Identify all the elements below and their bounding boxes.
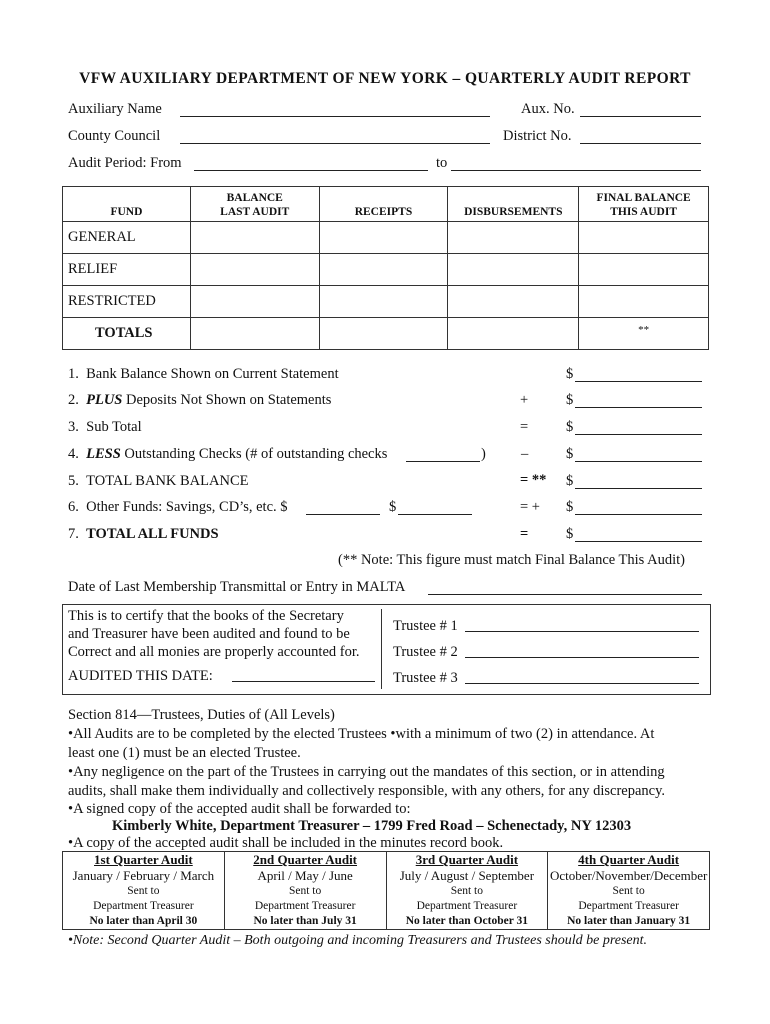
op-plus: + xyxy=(520,392,529,408)
line-number: 3. xyxy=(68,419,79,435)
line-text: Other Funds: Savings, CD’s, etc. $ xyxy=(86,499,288,515)
table-cell[interactable] xyxy=(448,318,579,350)
line-text: TOTAL ALL FUNDS xyxy=(86,526,219,542)
table-cell[interactable] xyxy=(448,222,579,254)
table-cell[interactable] xyxy=(190,286,319,318)
table-cell[interactable] xyxy=(190,222,319,254)
quarter-schedule-table xyxy=(62,851,710,930)
totals-label: TOTALS xyxy=(63,318,191,350)
malta-label: Date of Last Membership Transmittal or Entry in MALTA xyxy=(68,579,406,595)
treasurer-address: Kimberly White, Department Treasurer – 1799 Fred Road – Schenectady, NY 12303 xyxy=(112,818,632,834)
final-balance-header xyxy=(579,187,709,222)
other-funds-dollar: $ xyxy=(389,499,397,515)
table-cell[interactable] xyxy=(579,254,709,286)
outstanding-checks-count-field[interactable] xyxy=(406,447,480,462)
table-row xyxy=(63,286,709,318)
cert-line-3: Correct and all monies are properly accounted for. xyxy=(68,644,360,660)
other-funds-field-2[interactable] xyxy=(398,500,472,515)
quarter-heading: 1st Quarter Audit xyxy=(94,852,193,867)
trustee-2-label: Trustee # 2 xyxy=(393,644,458,660)
balance-last-audit-header xyxy=(190,187,319,222)
quarter-recipient: Department Treasurer xyxy=(578,900,679,912)
line-number: 4. xyxy=(68,446,79,462)
quarter-sent: Sent to xyxy=(288,885,322,897)
line-text: TOTAL BANK BALANCE xyxy=(86,473,249,489)
quarter-deadline: No later than January 31 xyxy=(567,915,691,927)
fund-column-header: FUND xyxy=(63,187,191,222)
line-number: 2. xyxy=(68,392,79,408)
line-text: Sub Total xyxy=(86,419,142,435)
receipts-header: RECEIPTS xyxy=(319,187,448,222)
aux-no-field[interactable] xyxy=(580,102,701,117)
audit-period-to-label: to xyxy=(436,155,448,171)
quarter-deadline: No later than April 30 xyxy=(89,915,198,927)
amount-field-3[interactable] xyxy=(575,420,702,435)
table-cell[interactable] xyxy=(448,254,579,286)
op-equals-total: = xyxy=(520,526,529,542)
table-cell[interactable] xyxy=(319,286,448,318)
line-emphasis: PLUS xyxy=(86,392,123,408)
section-bullet-1a: •All Audits are to be completed by the elected Trustees •with a minimum of two (2) in attendance. At xyxy=(68,726,655,742)
quarter-deadline: No later than October 31 xyxy=(405,915,528,927)
quarter-months: October/November/December xyxy=(549,868,708,883)
bank-line-4 xyxy=(68,446,387,463)
totals-row xyxy=(63,318,709,350)
line-emphasis: LESS xyxy=(86,446,121,462)
district-no-label: District No. xyxy=(503,128,572,144)
table-cell[interactable] xyxy=(319,222,448,254)
bank-line-1 xyxy=(68,366,339,383)
bank-line-6 xyxy=(68,499,288,516)
table-cell[interactable] xyxy=(319,254,448,286)
section-bullet-3: •A signed copy of the accepted audit shall be forwarded to: xyxy=(68,801,411,817)
fund-relief-label: RELIEF xyxy=(63,254,191,286)
certification-divider xyxy=(381,609,382,689)
quarter-recipient: Department Treasurer xyxy=(416,900,518,912)
table-cell[interactable] xyxy=(448,286,579,318)
cert-line-2: and Treasurer have been audited and found to be xyxy=(68,626,350,642)
section-bullet-4: •A copy of the accepted audit shall be included in the minutes record book. xyxy=(68,835,504,851)
line-text: Outstanding Checks (# of outstanding checks xyxy=(120,446,388,462)
aux-no-label: Aux. No. xyxy=(521,101,575,117)
table-cell[interactable] xyxy=(319,318,448,350)
this-audit-label: THIS AUDIT xyxy=(610,206,677,218)
quarter-sent: Sent to xyxy=(612,885,645,897)
quarter-sent: Sent to xyxy=(450,885,483,897)
auxiliary-name-field[interactable] xyxy=(180,102,490,117)
amount-field-7[interactable] xyxy=(575,527,702,542)
audited-date-label: AUDITED THIS DATE: xyxy=(68,668,213,684)
county-council-field[interactable] xyxy=(180,129,490,144)
dollar-sign: $ xyxy=(566,473,574,489)
trustee-3-field[interactable] xyxy=(465,669,699,684)
quarter-months: January / February / March xyxy=(72,868,215,883)
dollar-sign: $ xyxy=(566,526,574,542)
quarter-cell-2 xyxy=(224,852,386,930)
line-number: 7. xyxy=(68,526,79,542)
quarter-recipient: Department Treasurer xyxy=(254,900,356,912)
paren-close: ) xyxy=(481,446,486,462)
cert-line-1: This is to certify that the books of the Secretary xyxy=(68,608,344,624)
quarter-cell-3 xyxy=(386,852,548,930)
quarter-heading: 2nd Quarter Audit xyxy=(253,852,358,867)
quarter-recipient: Department Treasurer xyxy=(93,900,194,912)
amount-field-4[interactable] xyxy=(575,447,702,462)
op-equals: = xyxy=(520,419,529,435)
table-row xyxy=(63,254,709,286)
op-equals-plus: = + xyxy=(520,499,540,515)
amount-field-1[interactable] xyxy=(575,367,702,382)
final-balance-label: FINAL BALANCE xyxy=(596,192,691,204)
bank-line-2 xyxy=(68,392,331,409)
quarter-sent: Sent to xyxy=(127,885,160,897)
dollar-sign: $ xyxy=(566,446,574,462)
bank-line-3 xyxy=(68,419,142,436)
table-cell[interactable] xyxy=(190,254,319,286)
amount-field-6[interactable] xyxy=(575,500,702,515)
quarter-cell-1 xyxy=(63,852,225,930)
quarter-deadline: No later than July 31 xyxy=(253,915,357,927)
line-number: 6. xyxy=(68,499,79,515)
dollar-sign: $ xyxy=(566,499,574,515)
county-council-label: County Council xyxy=(68,128,161,144)
quarter-heading: 4th Quarter Audit xyxy=(578,852,680,867)
audited-date-field[interactable] xyxy=(232,667,375,682)
district-no-field[interactable] xyxy=(580,129,701,144)
trustee-3-label: Trustee # 3 xyxy=(393,670,458,686)
section-bullet-1b: least one (1) must be an elected Trustee. xyxy=(68,745,301,761)
table-cell[interactable] xyxy=(190,318,319,350)
totals-mark: ** xyxy=(638,323,650,336)
last-audit-label: LAST AUDIT xyxy=(220,206,290,218)
trustee-2-field[interactable] xyxy=(465,643,699,658)
fund-table xyxy=(62,186,709,350)
section-heading: Section 814—Trustees, Duties of (All Levels) xyxy=(68,707,335,723)
dollar-sign: $ xyxy=(566,392,574,408)
fund-restricted-label: RESTRICTED xyxy=(63,286,191,318)
audit-period-from-field[interactable] xyxy=(194,156,428,171)
page-title: VFW AUXILIARY DEPARTMENT OF NEW YORK – QUARTERLY AUDIT REPORT xyxy=(79,70,691,87)
amount-field-5[interactable] xyxy=(575,474,702,489)
other-funds-field-1[interactable] xyxy=(306,500,380,515)
line-text: Deposits Not Shown on Statements xyxy=(122,392,332,408)
audit-period-from-label: Audit Period: From xyxy=(68,155,182,171)
quarter-months: July / August / September xyxy=(399,868,535,883)
bank-line-5 xyxy=(68,473,249,490)
fund-general-label: GENERAL xyxy=(63,222,191,254)
line-number: 1. xyxy=(68,366,79,382)
totals-final-cell[interactable] xyxy=(579,318,709,350)
footer-note: •Note: Second Quarter Audit – Both outgoing and incoming Treasurers and Trustees should be present. xyxy=(68,933,648,948)
match-note: (** Note: This figure must match Final Balance This Audit) xyxy=(338,552,686,568)
disbursements-header: DISBURSEMENTS xyxy=(448,187,579,222)
quarter-heading: 3rd Quarter Audit xyxy=(415,852,519,867)
section-bullet-2b: audits, shall make them individually and collectively responsible, with any others, for any discrepancy. xyxy=(68,783,666,799)
dollar-sign: $ xyxy=(566,366,574,382)
line-number: 5. xyxy=(68,473,79,489)
op-equals-stars: = ** xyxy=(520,472,547,488)
trustee-1-label: Trustee # 1 xyxy=(393,618,458,634)
bank-line-7 xyxy=(68,526,219,543)
fund-table-header xyxy=(63,187,709,222)
balance-label: BALANCE xyxy=(226,192,283,204)
audit-period-to-field[interactable] xyxy=(451,156,701,171)
amount-field-2[interactable] xyxy=(575,393,702,408)
auxiliary-name-label: Auxiliary Name xyxy=(68,101,162,117)
quarter-months: April / May / June xyxy=(257,868,353,883)
line-text: Bank Balance Shown on Current Statement xyxy=(86,366,339,382)
table-cell[interactable] xyxy=(579,286,709,318)
table-row xyxy=(63,222,709,254)
malta-date-field[interactable] xyxy=(428,580,702,595)
trustee-1-field[interactable] xyxy=(465,617,699,632)
section-bullet-2a: •Any negligence on the part of the Trustees in carrying out the mandates of this section, or in attending xyxy=(68,764,665,780)
quarter-cell-4 xyxy=(548,852,710,930)
table-row xyxy=(63,852,710,930)
dollar-sign: $ xyxy=(566,419,574,435)
op-minus: – xyxy=(521,446,529,462)
table-cell[interactable] xyxy=(579,222,709,254)
